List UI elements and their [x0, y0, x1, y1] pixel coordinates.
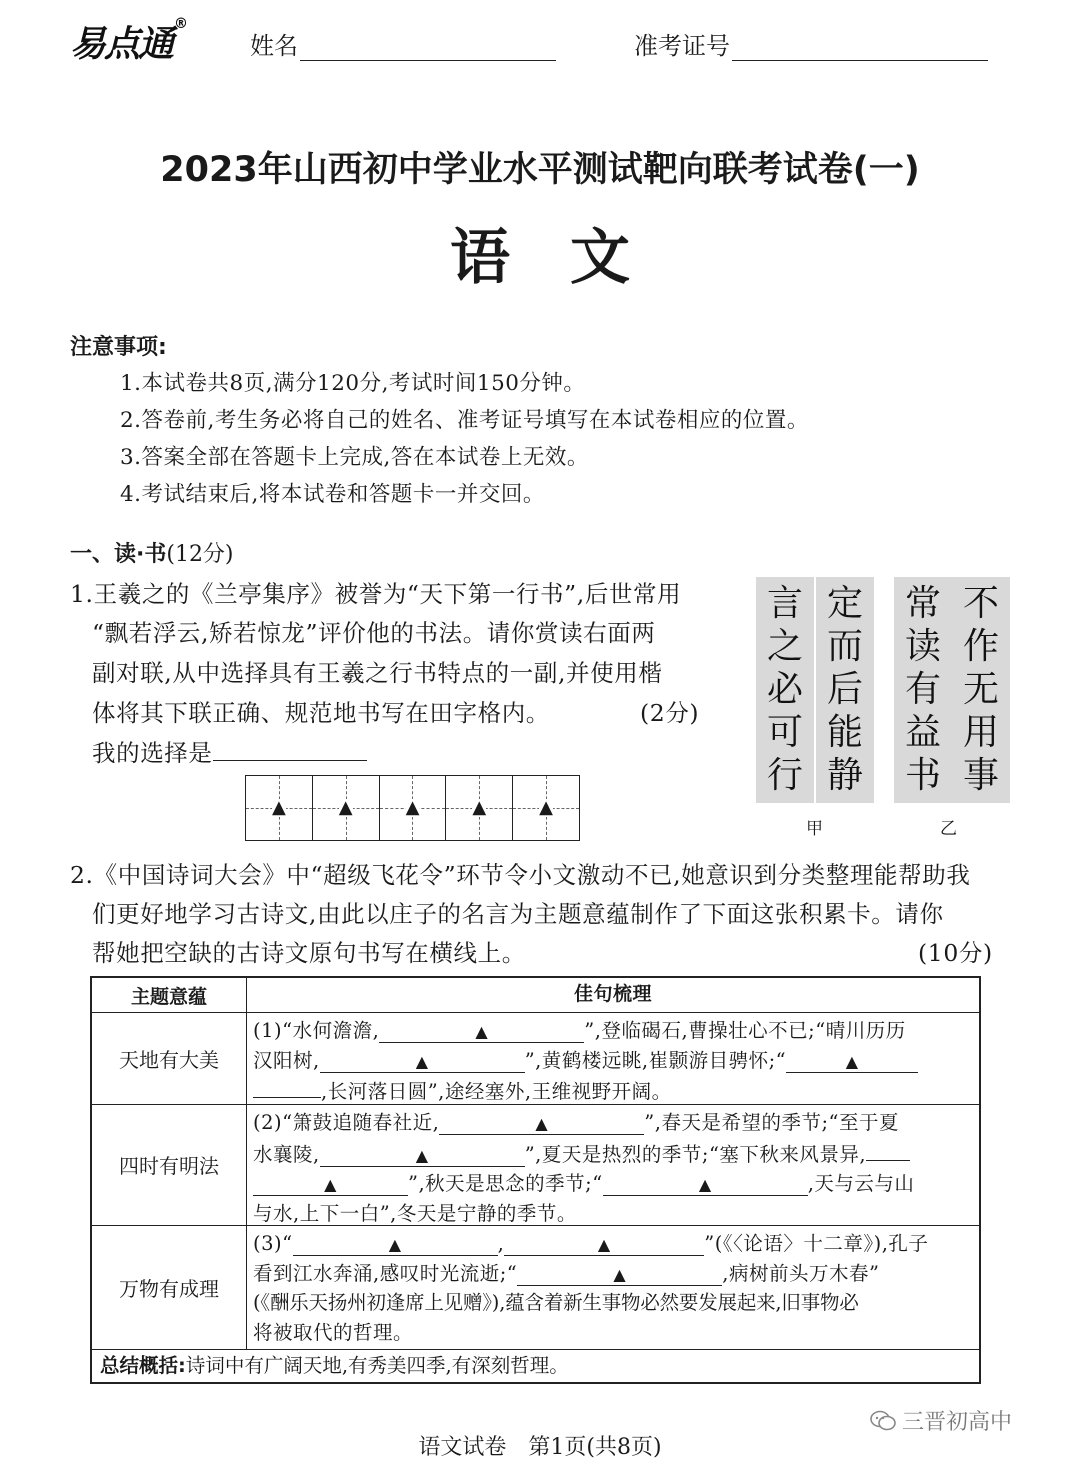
row-content: (3)“ ▲ , ▲ ”(《〈论语〉十二章》),孔子 看到江水奔涌,感叹时光流逝;“ ▲ ,病树前头万木春” (《酬乐天扬州初逢席上见赠》),蕴含着新生事物必然要发展起来,旧事物必 将被取代的哲理。	[253, 1232, 929, 1344]
notice-item: 2.答卷前,考生务必将自己的姓名、准考证号填写在本试卷相应的位置。	[120, 408, 809, 433]
name-label: 姓名	[250, 32, 298, 60]
answer-blank[interactable]: ▲	[320, 1050, 525, 1073]
id-field[interactable]	[634, 26, 988, 61]
card-row	[92, 1225, 979, 1350]
grid-cell[interactable]: ▲	[380, 776, 447, 840]
caption-yi: 乙	[940, 819, 957, 839]
answer-blank[interactable]: ▲	[253, 1173, 408, 1196]
answer-blank[interactable]: ▲	[786, 1050, 918, 1073]
q2-text: 帮她把空缺的古诗文原句书写在横线上。	[92, 939, 526, 967]
answer-blank[interactable]: ▲	[320, 1144, 525, 1167]
card-header-row	[92, 978, 979, 1013]
answer-blank[interactable]: ▲	[293, 1233, 498, 1256]
couplet-char: 用	[962, 711, 999, 753]
couplet-char: 不	[962, 583, 999, 625]
couplet-char: 行	[766, 754, 803, 796]
answer-blank[interactable]: ▲	[379, 1020, 584, 1043]
q2-score: (10分)	[918, 939, 993, 967]
grid-cell[interactable]: ▲	[513, 776, 579, 840]
notice-item: 1.本试卷共8页,满分120分,考试时间150分钟。	[120, 371, 586, 396]
couplet-char: 有	[904, 668, 941, 710]
card-row	[92, 1012, 979, 1105]
notice-item: 3.答案全部在答题卡上完成,答在本试卷上无效。	[120, 445, 589, 470]
couplet-char: 必	[766, 668, 803, 710]
couplet-jia-left	[756, 577, 814, 803]
q2-text: 们更好地学习古诗文,由此以庄子的名言为主题意蕴制作了下面这张积累卡。请你	[92, 900, 944, 928]
couplet-char: 益	[904, 711, 941, 753]
couplet-char: 事	[962, 754, 999, 796]
couplet-char: 后	[826, 668, 863, 710]
tianzi-grid[interactable]	[245, 775, 580, 841]
couplet-char: 可	[766, 711, 803, 753]
grid-cell[interactable]: ▲	[246, 776, 313, 840]
row-theme: 天地有大美	[92, 1012, 247, 1104]
couplet-char: 读	[904, 626, 941, 668]
couplet-char: 静	[826, 754, 863, 796]
couplet-yi-left	[894, 577, 952, 803]
couplet-char: 作	[962, 626, 999, 668]
answer-blank[interactable]: ▲	[439, 1112, 644, 1135]
q1-score: (2分)	[640, 699, 700, 727]
q2-text: 2.《中国诗词大会》中“超级飞花令”环节令小文激动不已,她意识到分类整理能帮助我	[70, 861, 971, 889]
couplet-char: 无	[962, 668, 999, 710]
row-content: (1)“水何澹澹, ▲ ”,登临碣石,曹操壮心不已;“晴川历历 汉阳树, ▲ ”,黄鹤楼远眺,崔颢游目骋怀;“ ▲ ,长河落日圆”,途经塞外,王维视野开阔。	[247, 1012, 979, 1104]
wechat-icon	[870, 1410, 896, 1432]
answer-blank[interactable]: ▲	[504, 1233, 704, 1256]
couplet-char: 常	[904, 583, 941, 625]
couplet-char: 言	[766, 583, 803, 625]
choice-blank[interactable]	[213, 738, 367, 761]
card-summary: 总结概括:诗词中有广阔天地,有秀美四季,有深刻哲理。	[100, 1354, 569, 1377]
couplet-char: 书	[904, 754, 941, 796]
accumulation-card	[90, 976, 981, 1384]
caption-jia: 甲	[806, 819, 823, 839]
answer-blank-cont[interactable]	[866, 1138, 910, 1161]
grid-cell[interactable]: ▲	[446, 776, 513, 840]
q1-text: 1.王羲之的《兰亭集序》被誉为“天下第一行书”,后世常用	[70, 580, 682, 608]
notice-heading: 注意事项:	[70, 335, 167, 360]
section-heading: 一、读·书(12分)	[70, 542, 234, 567]
row-theme: 四时有明法	[92, 1104, 247, 1225]
couplet-char: 能	[826, 711, 863, 753]
row-theme: 万物有成理	[92, 1225, 247, 1349]
header-sentences: 佳句梳理	[573, 983, 652, 1006]
card-row	[92, 1104, 979, 1226]
q1-text: “飘若浮云,矫若惊龙”评价他的书法。请你赏读右面两	[92, 619, 656, 647]
brand-logo: 易点通 ®	[70, 16, 187, 65]
id-line[interactable]	[732, 36, 988, 61]
couplet-jia-right	[816, 577, 874, 803]
notice-item: 4.考试结束后,将本试卷和答题卡一并交回。	[120, 482, 545, 507]
grid-cell[interactable]: ▲	[313, 776, 380, 840]
answer-blank[interactable]: ▲	[603, 1173, 808, 1196]
couplet-yi-right	[952, 577, 1010, 803]
q1-text: 副对联,从中选择具有王羲之行书特点的一副,并使用楷	[92, 659, 663, 687]
name-field[interactable]	[250, 26, 556, 61]
header-theme: 主题意蕴	[92, 978, 247, 1012]
couplet-char: 定	[826, 583, 863, 625]
subject-title: 语文	[450, 223, 690, 293]
watermark: 三晋初高中	[870, 1405, 1012, 1436]
name-line[interactable]	[300, 36, 556, 61]
answer-blank[interactable]: ▲	[517, 1263, 722, 1286]
couplet-char: 之	[766, 626, 803, 668]
q1-choice: 我的选择是	[92, 734, 367, 768]
couplet-char: 而	[826, 626, 863, 668]
exam-title: 2023年山西初中学业水平测试靶向联考试卷(一)	[160, 150, 920, 190]
q1-text: 体将其下联正确、规范地书写在田字格内。	[92, 699, 550, 727]
row-content: (2)“箫鼓追随春社近, ▲ ”,春天是希望的季节;“至于夏 水襄陵, ▲ ”,夏天是热烈的季节;“塞下秋来风景异, ▲ ”,秋天是思念的季节;“ ▲ ,天与云与山 与水,上下一白”,冬天是宁静的季节。	[253, 1111, 915, 1225]
page-footer: 语文试卷 第1页(共8页)	[418, 1435, 662, 1460]
answer-blank-cont[interactable]	[253, 1075, 321, 1098]
id-label: 准考证号	[634, 32, 730, 60]
